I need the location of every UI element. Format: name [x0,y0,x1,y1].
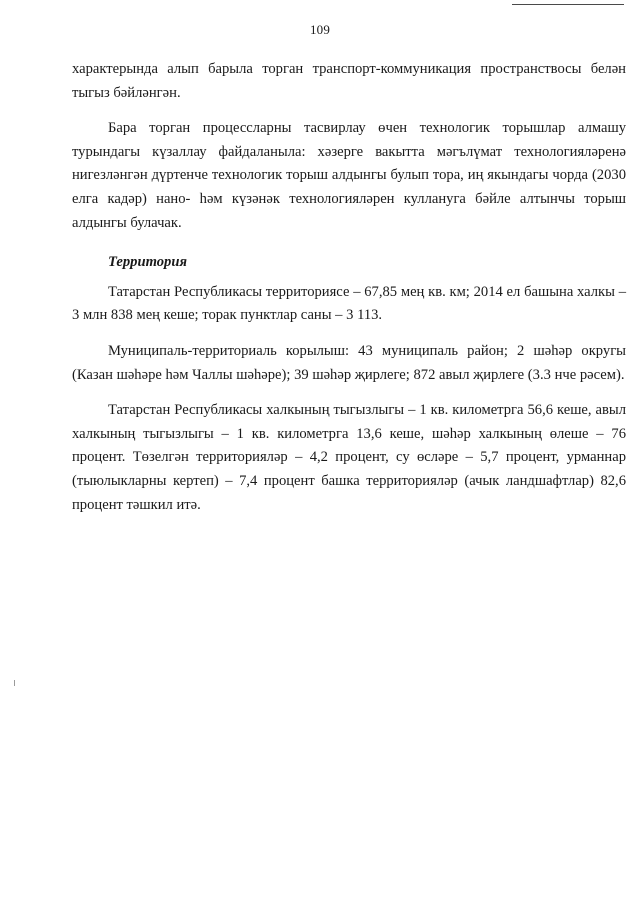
section-heading-territory: Территория [108,254,187,271]
page-number: 109 [309,22,331,37]
paragraph-technological-modes: Бара торган процессларны тасвирлау өчен технологик торышлар алмашу турындагы күзаллау файдаланыла: хәзерге вакытта мәгълүмат технологияләренә нигезләнгән дүртенче технологик торыш алдынгы булып тора, иң якындагы чорда (2030 елга кадәр) нано- һәм күзәнәк технологияләрен куллануга бәйле алтынчы торыш алдынгы булачак. [72,120,626,231]
paragraph-population-density: Татарстан Республикасы халкының тыгызлыгы – 1 кв. километрга 56,6 кеше, авыл халкының тыгызлыгы – 1 кв. километрга 13,6 кеше, шәһәр халкының өлеше – 76 процент. Төзелгән территорияләр – 4,2 процент, су өсләре – 5,7 процент, урманнар (тыюлыкларны кертеп) – 7,4 процент башка территорияләр (ачык ландшафтлар) 82,6 процент тәшкил итә. [72,402,626,513]
paragraph-territory-area: Татарстан Республикасы территориясе – 67,85 мең кв. км; 2014 ел башына халкы – 3 млн 838 мең кеше; торак пунктлар саны – 3 113. [72,283,626,324]
scan-margin-mark [14,680,15,686]
paragraph-transport-continuation: характерында алып барыла торган транспорт-коммуникация пространствосы белән тыгыз бәйләнгән. [72,61,626,101]
document-body [72,58,626,517]
header-rule [512,4,624,5]
paragraph-municipal-structure: Муниципаль-территориаль корылыш: 43 муниципаль район; 2 шәһәр округы (Казан шәһәре һәм Чаллы шәһәре); 39 шәһәр җирлеге; 872 авыл җирлеге (3.3 нче рәсем). [72,342,626,383]
